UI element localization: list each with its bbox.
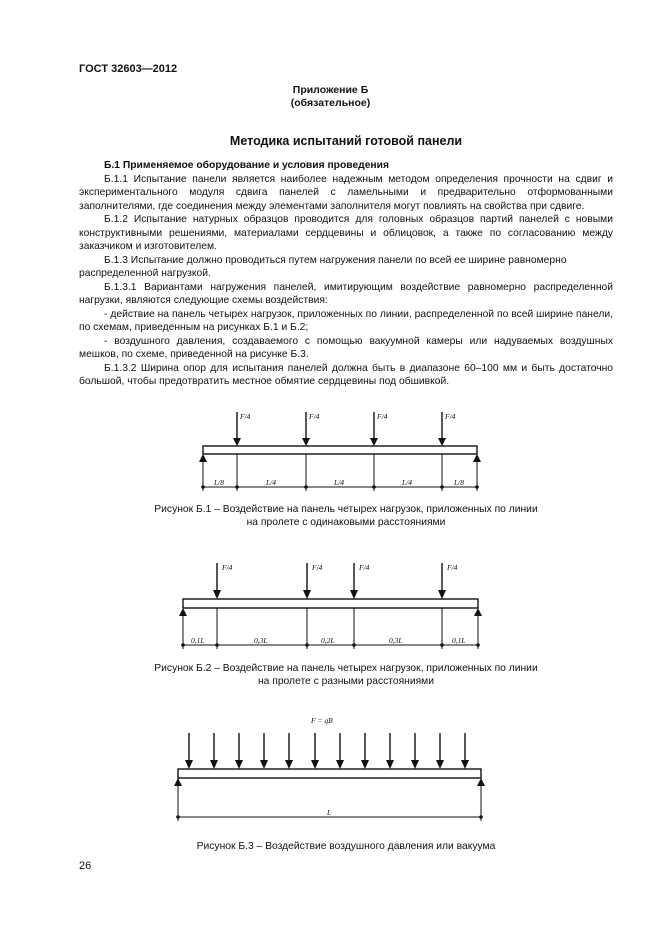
fig3-load-label: F = qB [311, 716, 333, 725]
fig1-load-label: F/4 [309, 412, 320, 421]
fig1-load-label: F/4 [445, 412, 456, 421]
paragraph-b1132: Б.1.3.2 Ширина опор для испытания панелей должна быть в диапазоне 60–100 мм и быть достаточно большой, чтобы предотвратить местное обмятие сердцевины под обшивкой. [79, 362, 613, 387]
fig2-load-label: F/4 [359, 563, 370, 572]
fig2-caption-line1: Рисунок Б.2 – Воздействие на панель четырех нагрузок, приложенных по линии [154, 663, 538, 674]
fig3-arrow-head [235, 760, 243, 769]
fig3-arrow-head [361, 760, 369, 769]
fig2-load-label: F/4 [312, 563, 323, 572]
fig2-span-label: 0,2L [321, 636, 335, 645]
fig3-span-label: L [327, 808, 332, 817]
fig1-span-label: L/4 [266, 478, 277, 487]
fig2-load-label: F/4 [222, 563, 233, 572]
paragraph-b1131: Б.1.3.1 Вариантами нагружения панелей, имитирующим воздействие равномерно распределенной нагрузки, являются следующие схемы воздействия: [79, 281, 613, 306]
main-title: Методика испытаний готовой панели [229, 134, 463, 148]
paragraph-b111: Б.1.1 Испытание панели является наиболее надежным методом определения прочности на сдвиг и экспериментального модуля сдвига панелей с ламельными и предварительно отформованными заполнителями, где соединения между элементами заполнителя могут повлиять на свойства при сдвиге. [79, 173, 613, 212]
fig1-span-label: L/8 [454, 478, 465, 487]
fig3-arrow-head [285, 760, 293, 769]
fig2-load-label: F/4 [447, 563, 458, 572]
fig3-beam [178, 769, 481, 778]
fig3-dot [479, 815, 483, 819]
fig3-arrow-head [185, 760, 193, 769]
fig3-arrow-head [411, 760, 419, 769]
fig2-caption-line2: на пролете с разными расстояниями [257, 676, 434, 687]
fig1-load-label: F/4 [240, 412, 251, 421]
fig1-span-label: L/4 [334, 478, 345, 487]
fig3-arrow-head [386, 760, 394, 769]
fig2-span-label: 0,3L [389, 636, 403, 645]
fig1-caption-line1: Рисунок Б.1 – Воздействие на панель четырех нагрузок, приложенных по линии [154, 504, 538, 515]
fig3-arrow-head [260, 760, 268, 769]
fig3-arrow-head [436, 760, 444, 769]
section-title: Б.1 Применяемое оборудование и условия проведения [104, 160, 389, 171]
fig1-span-label: L/8 [214, 478, 225, 487]
list-item-air-pressure: - воздушного давления, создаваемого с помощью вакуумной камеры или надуваемых воздушных мешков, по схеме, приведенной на рисунке Б.3. [79, 335, 613, 360]
list-item-four-loads: - действие на панель четырех нагрузок, приложенных по линии, распределенной по всей ширине панели, по схемам, приведенным на рисунках Б.1 и Б.2; [79, 308, 613, 333]
fig3-arrow-head [210, 760, 218, 769]
fig3-support-right [477, 778, 485, 786]
page-number: 26 [79, 860, 92, 872]
fig3-arrow-head [336, 760, 344, 769]
appendix-status: (обязательное) [290, 97, 371, 109]
fig1-span-label: L/4 [402, 478, 413, 487]
standard-code: ГОСТ 32603—2012 [79, 63, 178, 75]
fig2-span-label: 0,1L [191, 636, 205, 645]
fig3-arrow-head [311, 760, 319, 769]
fig2-span-label: 0,3L [254, 636, 268, 645]
paragraph-b113: Б.1.3 Испытание должно проводиться путем нагружения панели по всей ее ширине равномерно распределенной нагрузкой. [79, 254, 567, 279]
fig3-support-left [174, 778, 182, 786]
fig1-caption-line2: на пролете с одинаковыми расстояниями [246, 517, 446, 528]
fig2-span-label: 0,1L [452, 636, 466, 645]
fig3-dot [176, 815, 180, 819]
fig3-arrow-head [461, 760, 469, 769]
paragraph-b112: Б.1.2 Испытание натурных образцов проводится для головных образцов партий панелей с новыми конструктивными решениями, материалами сердцевины и облицовок, а также по согласованию между заказчиком и изготовителем. [79, 214, 613, 252]
fig3-caption: Рисунок Б.3 – Воздействие воздушного давления или вакуума [196, 841, 496, 852]
fig1-load-label: F/4 [377, 412, 388, 421]
appendix-title: Приложение Б [292, 84, 369, 96]
